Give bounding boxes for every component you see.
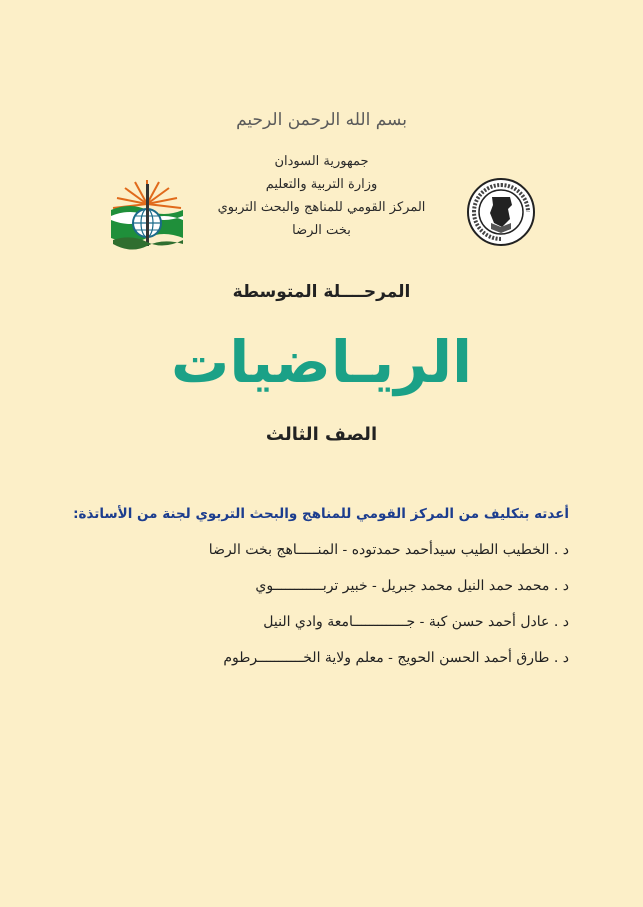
education-stage: المرحــــلة المتوسطة bbox=[232, 282, 411, 302]
author-line: د . عادل أحمد حسن كبة - جـــــــــــــامعة وادي النيل bbox=[263, 614, 569, 630]
sudan-map-book-seal-icon bbox=[466, 177, 536, 247]
institution-header bbox=[0, 150, 643, 242]
country-name: جمهورية السودان bbox=[274, 154, 369, 169]
center-name: المركز القومي للمناهج والبحث التربوي bbox=[217, 200, 426, 215]
author-line: د . طارق أحمد الحسن الحويج - معلم ولاية الخـــــــــــرطوم bbox=[223, 650, 569, 666]
subject-title: الريـاضيات bbox=[171, 328, 472, 396]
ncc-globe-flag-logo-icon bbox=[107, 176, 187, 250]
ministry-name: وزارة التربية والتعليم bbox=[265, 177, 378, 192]
authors-list bbox=[69, 538, 569, 682]
grade-level: الصف الثالث bbox=[265, 424, 378, 445]
location-name: بخت الرضا bbox=[292, 223, 351, 238]
prepared-by-heading: أعدته بتكليف من المركز القومي للمناهج والبحث التربوي لجنة من الأساتذة: bbox=[73, 506, 569, 522]
author-line: د . محمد حمد النيل محمد جبريل - خبير تربــــــــــــوي bbox=[255, 578, 569, 594]
author-line: د . الخطيب الطيب سيدأحمد حمدتوده - المنـــــاهج بخت الرضا bbox=[208, 542, 569, 558]
basmala-calligraphy: بسم الله الرحمن الرحيم bbox=[236, 110, 407, 130]
